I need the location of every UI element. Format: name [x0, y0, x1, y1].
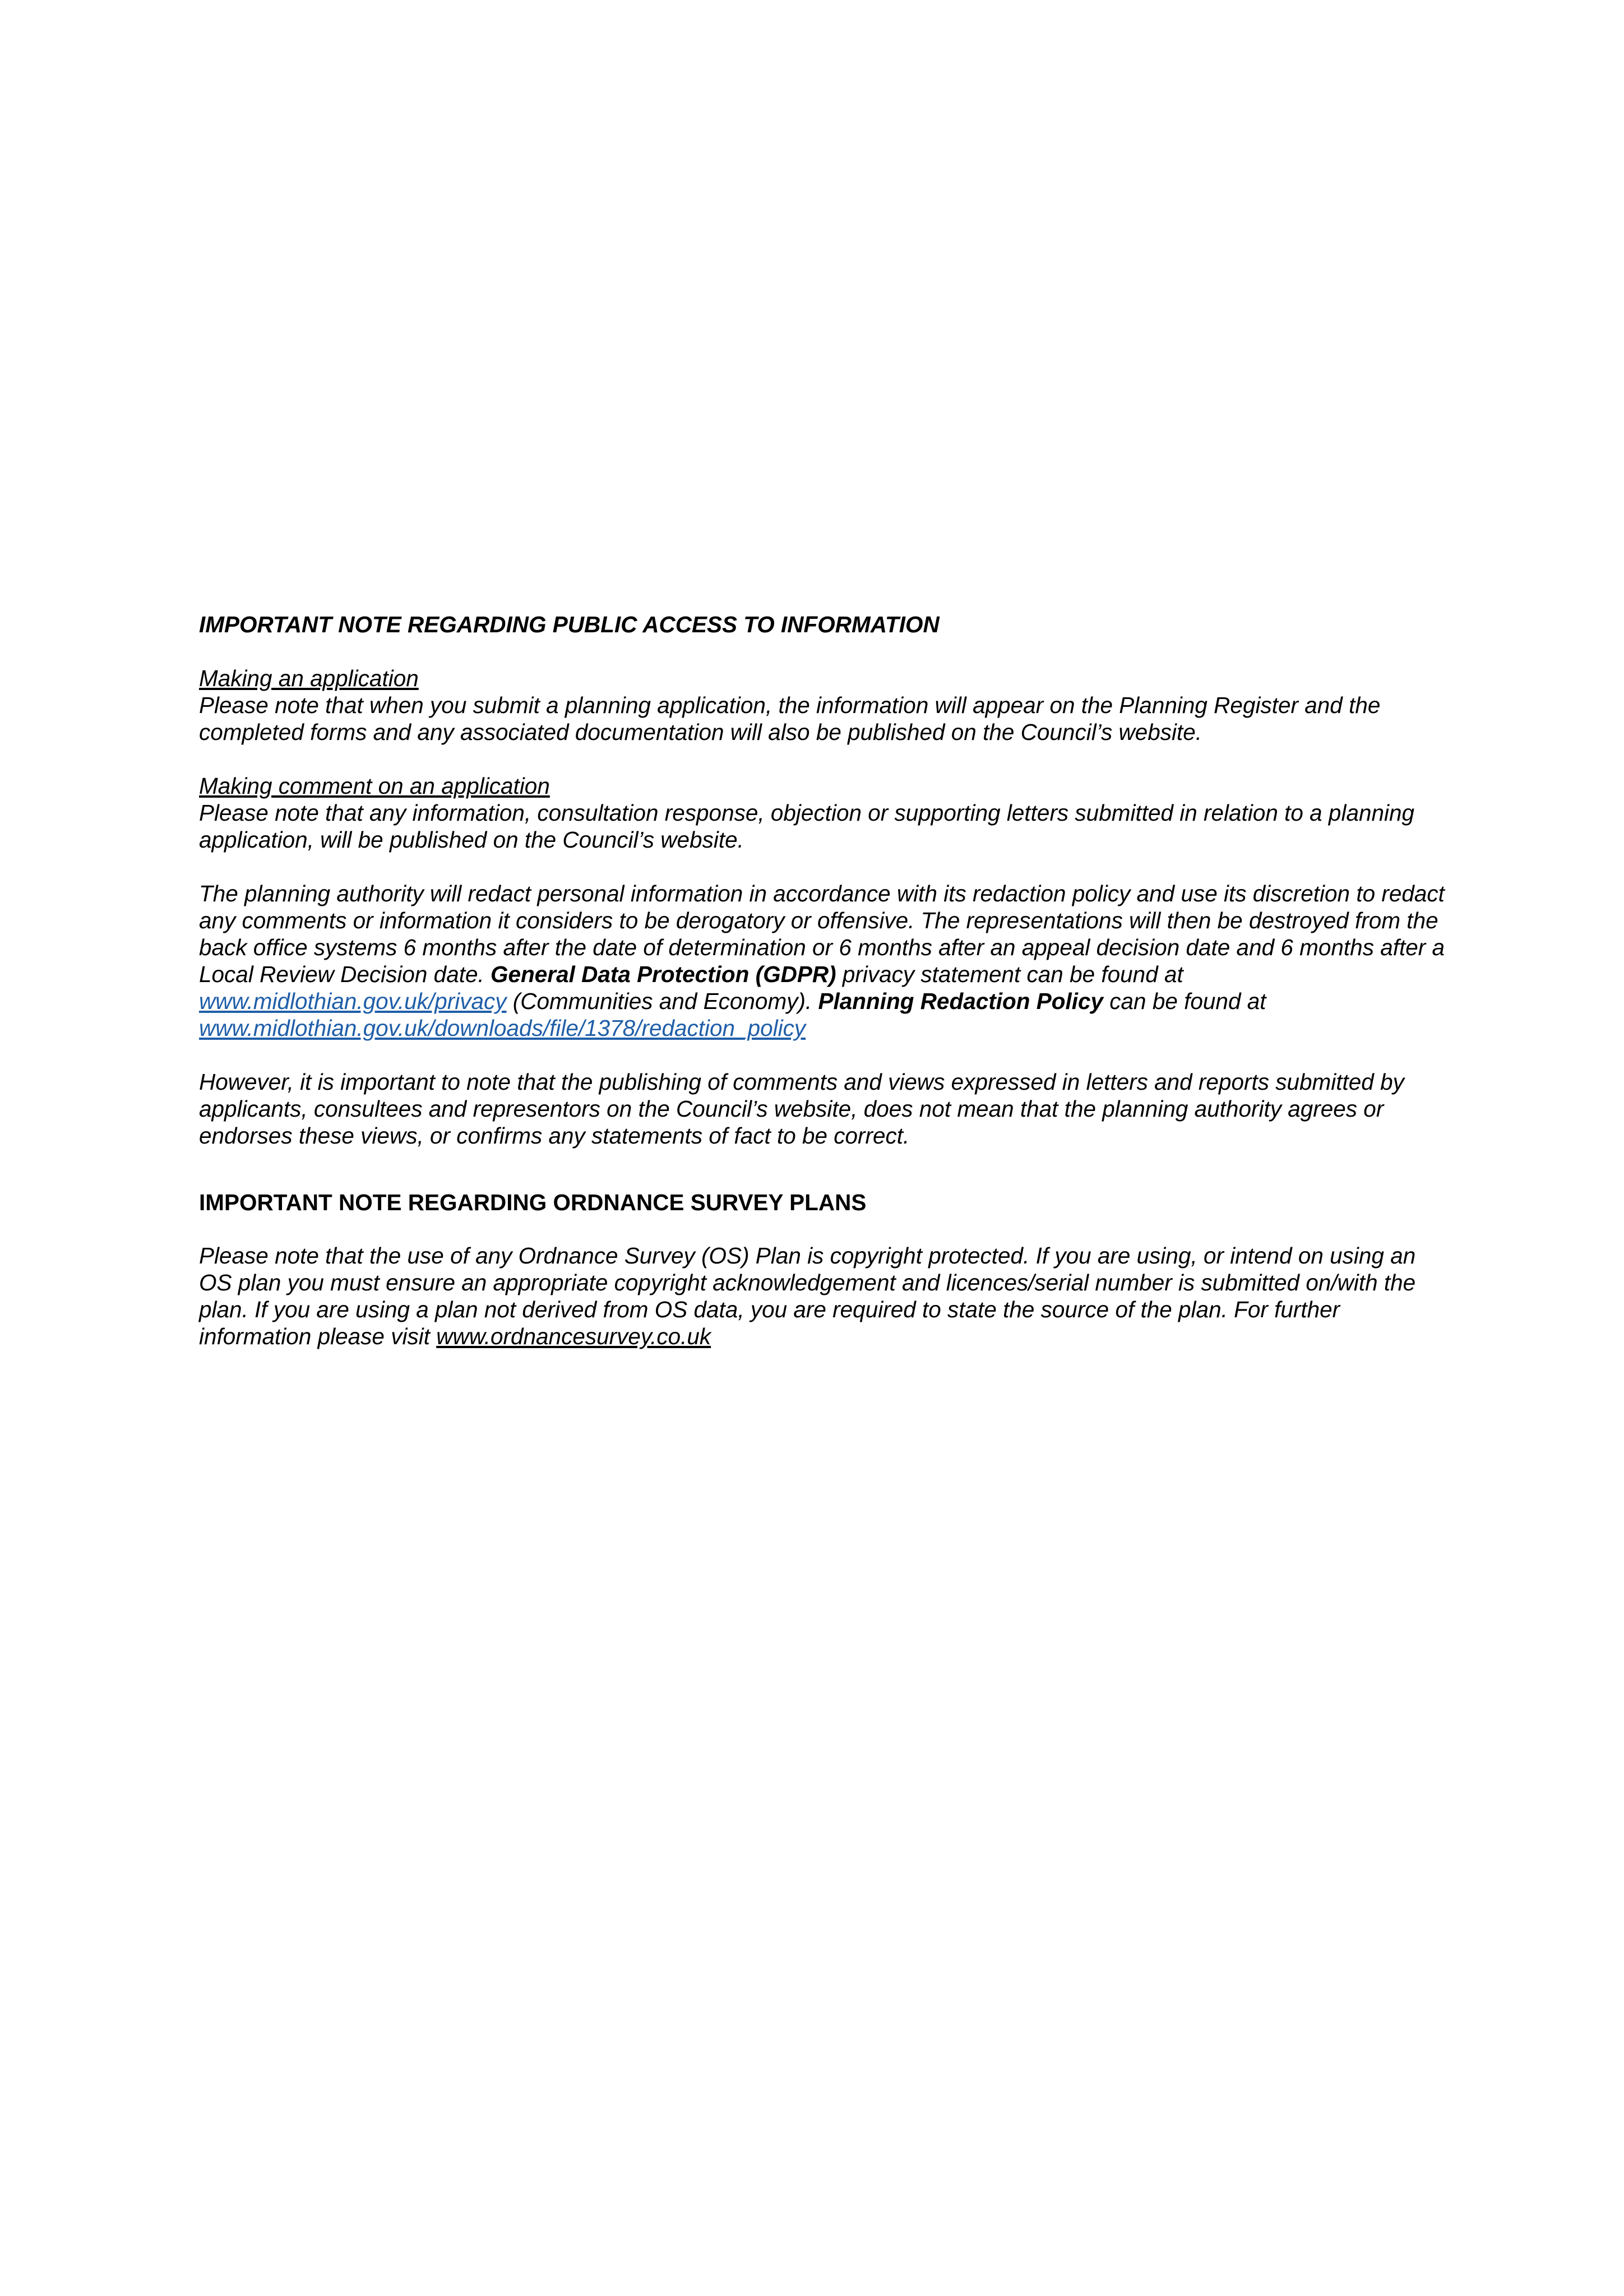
- ordnance-survey-paragraph: [199, 1242, 1455, 1350]
- ordnance-survey-text: Please note that the use of any Ordnance Survey (OS) Plan is copyright protected. If you are using, or intend on using an OS plan you must ensure an appropriate copyright acknowledgement and licences/serial number is submitted on/with the plan. If you are using a plan not derived from OS data, you are required to state the source of the plan. For further information please visit: [199, 1243, 1416, 1349]
- making-application-paragraph: [199, 665, 1455, 746]
- gdpr-label: General Data Protection (GDPR): [491, 961, 836, 987]
- redaction-policy-link[interactable]: www.midlothian.gov.uk/downloads/file/1378/redaction_policy: [199, 1015, 806, 1041]
- making-application-subheading: Making an application: [199, 665, 419, 691]
- redaction-text-3: (Communities and Economy).: [506, 988, 818, 1014]
- ordnance-survey-link[interactable]: www.ordnancesurvey.co.uk: [436, 1323, 711, 1349]
- making-comment-subheading: Making comment on an application: [199, 773, 550, 799]
- making-application-text: Please note that when you submit a planning application, the information will appear on the Planning Register and the completed forms and any associated documentation will also be published on the Council’s website.: [199, 692, 1381, 745]
- redaction-policy-label: Planning Redaction Policy: [818, 988, 1104, 1014]
- ordnance-survey-heading: IMPORTANT NOTE REGARDING ORDNANCE SURVEY PLANS: [199, 1189, 867, 1215]
- redaction-text-1: The planning authority will redact personal information in accordance with its redaction policy and use its discretion to redact any comments or information it considers to be derogatory or offensive. The representations will then be destroyed from the back office systems 6 months after the date of determination or 6 months after an appeal decision date and 6 months after a Local Review Decision date.: [199, 881, 1445, 987]
- public-access-heading: IMPORTANT NOTE REGARDING PUBLIC ACCESS TO INFORMATION: [199, 612, 940, 637]
- privacy-link[interactable]: www.midlothian.gov.uk/privacy: [199, 988, 507, 1014]
- redaction-text-4: can be found at: [1103, 988, 1266, 1014]
- disclaimer-paragraph: However, it is important to note that the publishing of comments and views expressed in letters and reports submitted by applicants, consultees and representors on the Council’s website, does not mean that the planning authority agrees or endorses these views, or confirms any statements of fact to be correct.: [199, 1069, 1404, 1149]
- making-comment-paragraph: [199, 772, 1455, 853]
- making-comment-text: Please note that any information, consultation response, objection or supporting letters submitted in relation to a planning application, will be published on the Council’s website.: [199, 800, 1415, 853]
- redaction-text-2: privacy statement can be found at: [836, 961, 1183, 987]
- redaction-paragraph: [199, 880, 1455, 1041]
- document-content: [199, 611, 1455, 1350]
